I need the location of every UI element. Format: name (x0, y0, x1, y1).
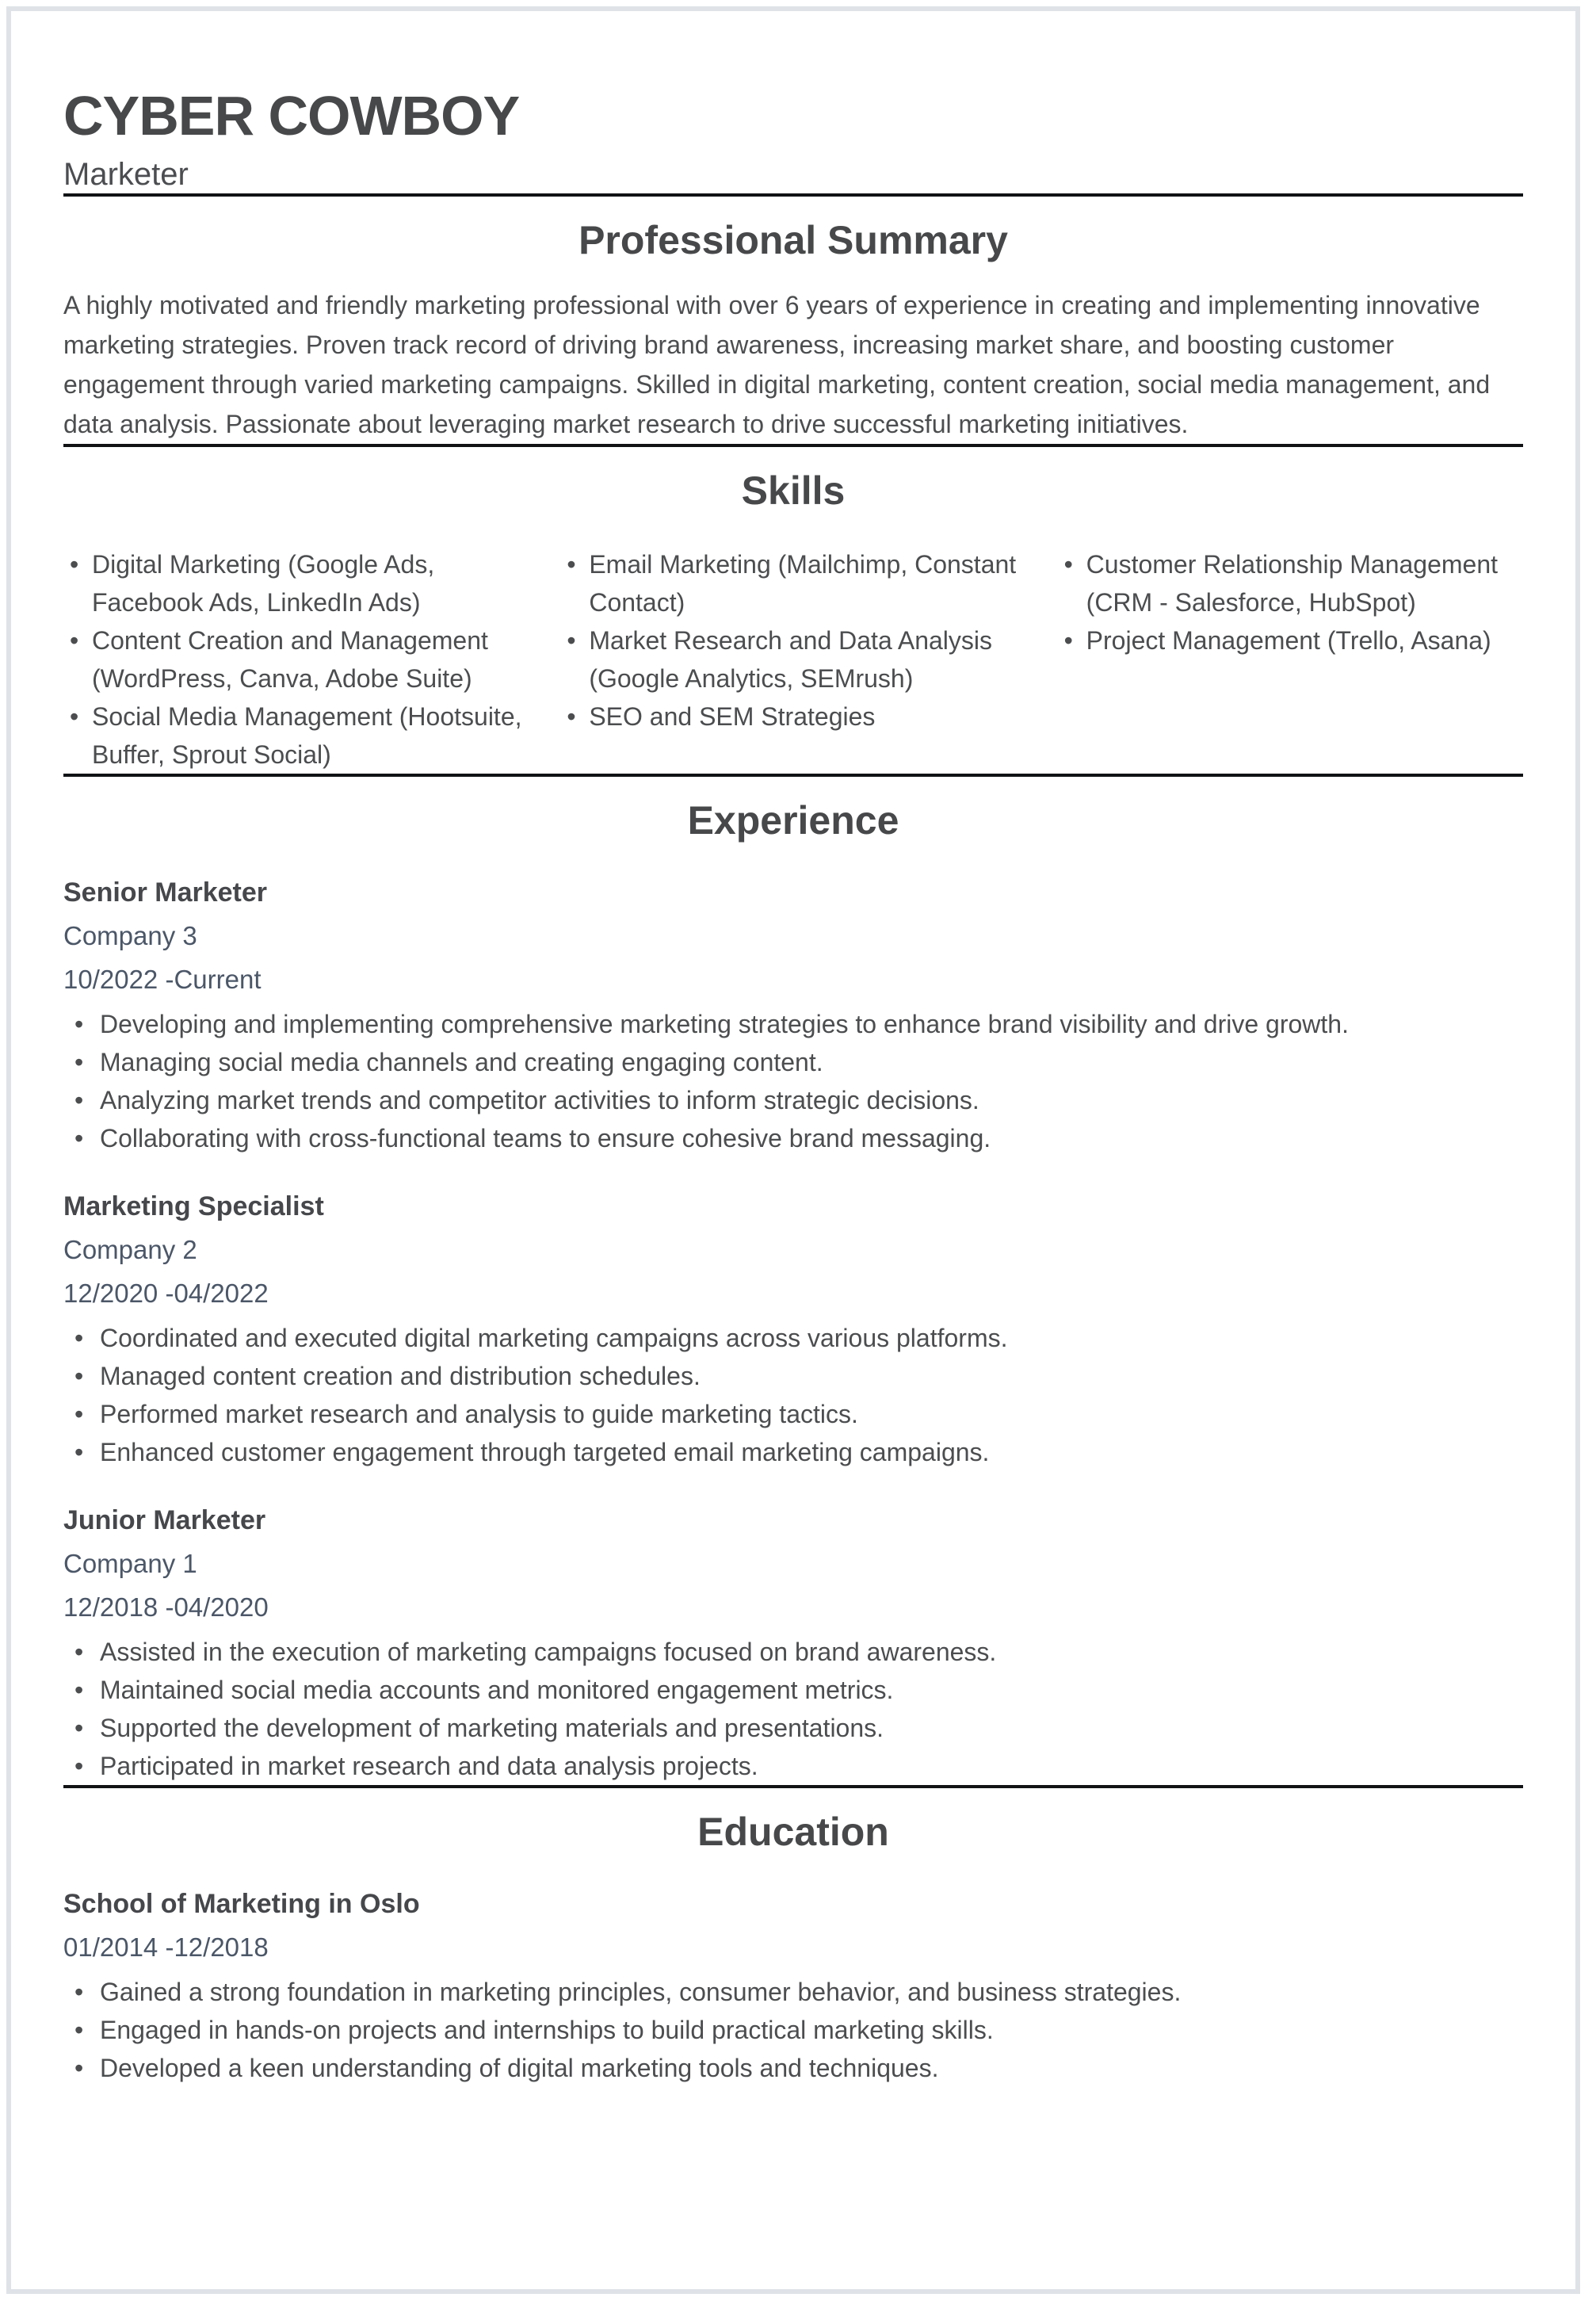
education-entry (63, 1888, 1523, 2087)
experience-section (63, 797, 1523, 1785)
job-bullet-list (63, 1633, 1523, 1785)
skill-item-list (63, 545, 529, 774)
candidate-role: Marketer (63, 157, 189, 192)
job-bullet: • Analyzing market trends and competitor activities to inform strategic decisions. (63, 1081, 1523, 1119)
school-dates: 01/2014 -12/2018 (63, 1932, 269, 1962)
job-title: Junior Marketer (63, 1505, 266, 1535)
job-bullet-list (63, 1005, 1523, 1157)
job-bullet: • Managing social media channels and creating engaging content. (63, 1043, 1523, 1081)
skills-columns (63, 545, 1523, 774)
skills-column (63, 545, 529, 774)
job-entry (63, 1504, 1523, 1785)
skill-item: • Customer Relationship Management (CRM - Salesforce, HubSpot) (1058, 545, 1523, 621)
job-bullet: • Maintained social media accounts and monitored engagement metrics. (63, 1671, 1523, 1709)
education-bullet: • Developed a keen understanding of digital marketing tools and techniques. (63, 2049, 1523, 2087)
education-bullet-list (63, 1973, 1523, 2087)
candidate-name: CYBER COWBOY (63, 85, 520, 147)
job-bullet: • Participated in market research and data analysis projects. (63, 1747, 1523, 1785)
summary-text: A highly motivated and friendly marketing professional with over 6 years of experience in creating and implementing innovative marketing strategies. Proven track record of driving brand awareness, increasing market share, and boosting customer engagement through varied marketing campaigns. Skilled in digital marketing, content creation, social media management, and data analysis. Passionate about leveraging market research to drive successful marketing initiatives. (63, 291, 1491, 438)
skill-item-list (560, 545, 1025, 736)
skills-column (560, 545, 1025, 774)
job-dates: 12/2020 -04/2022 (63, 1279, 269, 1308)
summary-heading: Professional Summary (578, 218, 1008, 262)
education-bullet: • Engaged in hands-on projects and internships to build practical marketing skills. (63, 2011, 1523, 2049)
skill-item: • Project Management (Trello, Asana) (1058, 621, 1523, 659)
summary-divider (63, 444, 1523, 447)
skill-item-list (1058, 545, 1523, 659)
school-name: School of Marketing in Oslo (63, 1889, 420, 1919)
skills-divider (63, 774, 1523, 777)
job-dates: 10/2022 -Current (63, 965, 262, 994)
job-dates: 12/2018 -04/2020 (63, 1592, 269, 1622)
header-divider (63, 193, 1523, 197)
job-bullet: • Enhanced customer engagement through targeted email marketing campaigns. (63, 1433, 1523, 1471)
job-title: Senior Marketer (63, 877, 267, 908)
experience-heading: Experience (687, 798, 899, 843)
resume-header (63, 84, 1523, 193)
education-bullet: • Gained a strong foundation in marketing principles, consumer behavior, and business strategies. (63, 1973, 1523, 2011)
job-bullet: • Coordinated and executed digital marketing campaigns across various platforms. (63, 1319, 1523, 1357)
job-bullet: • Collaborating with cross-functional teams to ensure cohesive brand messaging. (63, 1119, 1523, 1157)
job-bullet: • Managed content creation and distribution schedules. (63, 1357, 1523, 1395)
job-bullet: • Supported the development of marketing materials and presentations. (63, 1709, 1523, 1747)
skills-heading: Skills (741, 468, 846, 513)
skill-item: • Email Marketing (Mailchimp, Constant Contact) (560, 545, 1025, 621)
job-bullet-list (63, 1319, 1523, 1471)
skill-item: • SEO and SEM Strategies (560, 698, 1025, 736)
experience-jobs (63, 877, 1523, 1785)
skill-item: • Content Creation and Management (WordPress, Canva, Adobe Suite) (63, 621, 529, 698)
job-entry (63, 877, 1523, 1157)
skills-section (63, 468, 1523, 774)
job-entry (63, 1191, 1523, 1471)
skill-item: • Social Media Management (Hootsuite, Buffer, Sprout Social) (63, 698, 529, 774)
resume-page (6, 6, 1580, 2294)
job-company: Company 2 (63, 1235, 197, 1264)
education-entries (63, 1888, 1523, 2087)
education-section (63, 1809, 1523, 2087)
skills-column (1058, 545, 1523, 774)
job-company: Company 3 (63, 921, 197, 950)
skill-item: • Digital Marketing (Google Ads, Facebook Ads, LinkedIn Ads) (63, 545, 529, 621)
skill-item: • Market Research and Data Analysis (Google Analytics, SEMrush) (560, 621, 1025, 698)
job-bullet: • Developing and implementing comprehensive marketing strategies to enhance brand visibility and drive growth. (63, 1005, 1523, 1043)
job-bullet: • Performed market research and analysis to guide marketing tactics. (63, 1395, 1523, 1433)
job-title: Marketing Specialist (63, 1191, 324, 1221)
education-heading: Education (697, 1810, 889, 1854)
education-divider (63, 1785, 1523, 1788)
resume-content (11, 84, 1575, 2087)
summary-section (63, 217, 1523, 444)
job-company: Company 1 (63, 1549, 197, 1578)
job-bullet: • Assisted in the execution of marketing campaigns focused on brand awareness. (63, 1633, 1523, 1671)
